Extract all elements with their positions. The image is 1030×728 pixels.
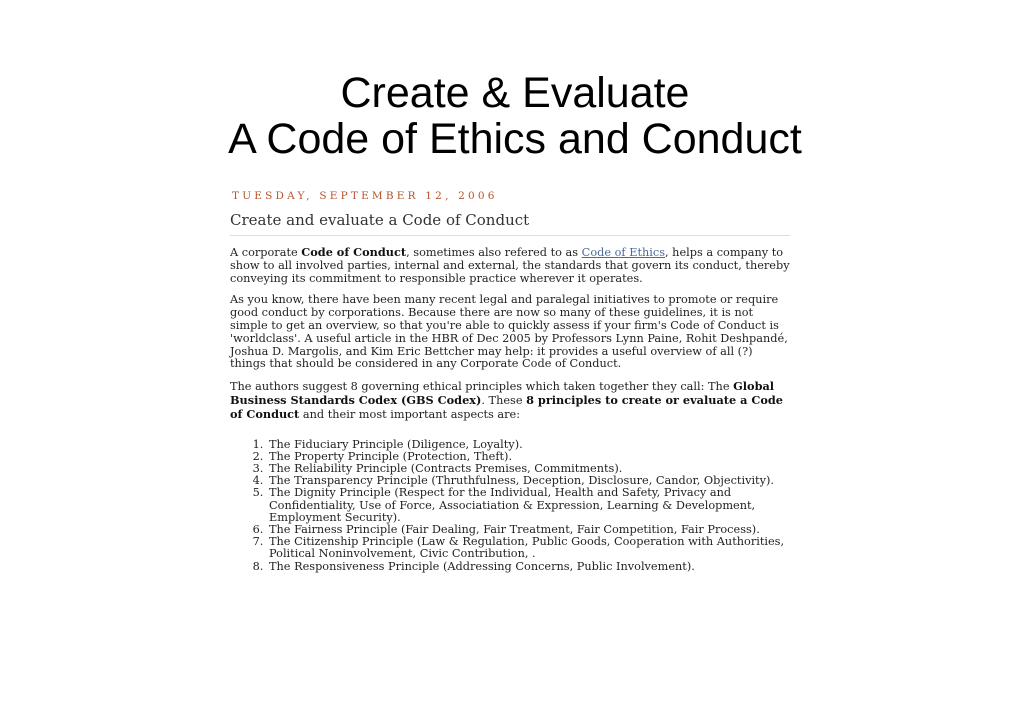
paragraph-intro-text-2: , sometimes also refered to as <box>406 246 582 259</box>
paragraph-principles-text-1: The authors suggest 8 governing ethical principles which taken together they call: The <box>230 380 734 394</box>
paragraph-principles-intro <box>230 380 790 421</box>
list-item: 2. The Property Principle (Protection, Theft). <box>267 451 790 463</box>
paragraph-principles-text-2: . These <box>481 393 527 407</box>
slide-title-line-1: Create & Evaluate <box>340 69 690 117</box>
paragraph-intro-text-1: A corporate <box>230 246 302 259</box>
list-item: 7. The Citizenship Principle (Law & Regulation, Public Goods, Cooperation with Authorities, Political Noninvolvement, Civic Contribution, . <box>267 536 790 560</box>
principles-list <box>230 439 790 573</box>
paragraph-overview: As you know, there have been many recent legal and paralegal initiatives to promote or require good conduct by corporations. Because there are now so many of these guidelines, it is not simple to get an overview, so that you're able to quickly assess if your firm's Code of Conduct is 'worldclass'. A useful article in the HBR of Dec 2005 by Professors Lynn Paine, Rohit Deshpandé, Joshua D. Margolis, and Kim Eric Bettcher may help: it provides a useful overview of all (?) things that should be considered in any Corporate Code of Conduct. <box>230 293 788 371</box>
post-body <box>230 246 790 573</box>
paragraph-principles-text-3: and their most important aspects are: <box>299 407 521 421</box>
gbs-codex-term: Global Business Standards Codex (GBS Codex) <box>230 379 775 407</box>
list-item: 8. The Responsiveness Principle (Addressing Concerns, Public Involvement). <box>267 561 790 573</box>
code-of-conduct-term: Code of Conduct <box>301 245 407 259</box>
post-title: Create and evaluate a Code of Conduct <box>230 211 790 236</box>
slide-title <box>0 70 1030 162</box>
list-item: 4. The Transparency Principle (Thruthfulness, Deception, Disclosure, Candor, Objectivity). <box>267 475 790 487</box>
paragraph-intro-text-3: , helps a company to show to all involved parties, internal and external, the standards that govern its conduct, thereby conveying its commitment to responsible practice wherever it operates. <box>230 246 790 285</box>
post-date: TUESDAY, SEPTEMBER 12, 2006 <box>232 190 498 202</box>
paragraph-intro <box>230 246 790 285</box>
list-item: 6. The Fairness Principle (Fair Dealing, Fair Treatment, Fair Competition, Fair Process). <box>267 524 790 536</box>
eight-principles-term: 8 principles to create or evaluate a Code of Conduct <box>230 392 783 421</box>
list-item: 3. The Reliability Principle (Contracts Premises, Commitments). <box>267 463 790 475</box>
list-item: 1. The Fiduciary Principle (Diligence, Loyalty). <box>267 439 790 451</box>
code-of-ethics-link[interactable]: Code of Ethics <box>581 246 665 259</box>
blog-post-screenshot <box>230 190 790 573</box>
slide-title-line-2: A Code of Ethics and Conduct <box>228 115 802 163</box>
list-item: 5. The Dignity Principle (Respect for the Individual, Health and Safety, Privacy and Confidentiality, Use of Force, Associatiation & Expression, Learning & Development, Employment Security). <box>267 487 790 524</box>
